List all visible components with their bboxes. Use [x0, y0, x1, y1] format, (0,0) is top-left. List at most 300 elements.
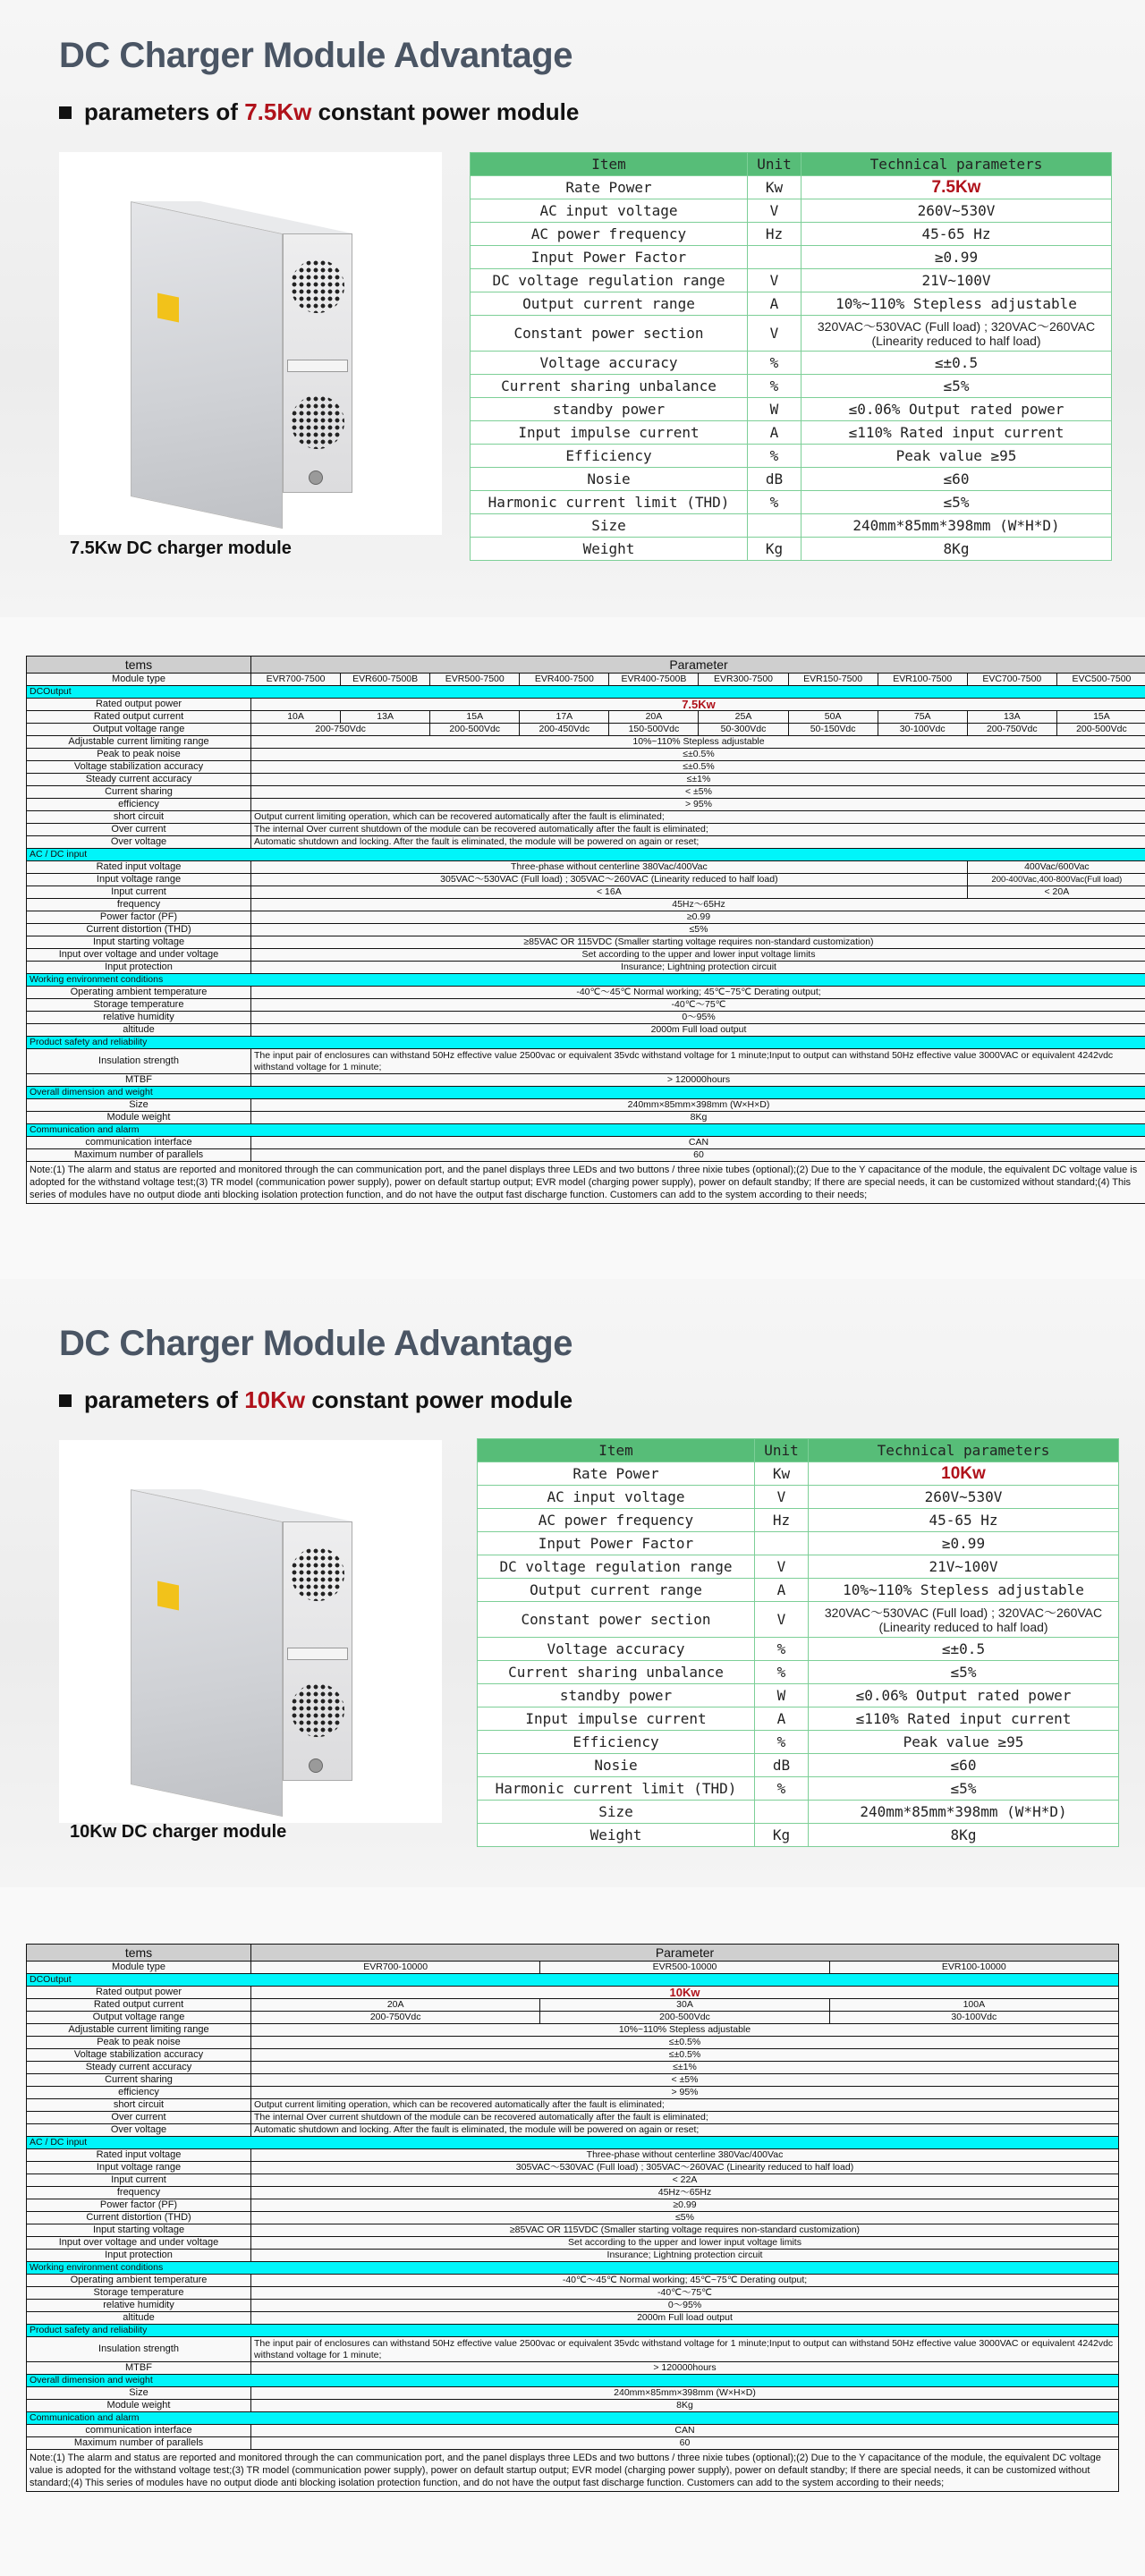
table-row — [27, 2174, 1119, 2187]
item-cell: Efficiency — [478, 1731, 755, 1754]
row-label: Input over voltage and under voltage — [27, 949, 251, 962]
row-label: Rated output current — [27, 711, 251, 724]
row-label: Input protection — [27, 962, 251, 974]
table-row — [471, 445, 1112, 468]
row-label: efficiency — [27, 799, 251, 811]
subtitle-suffix: constant power module — [311, 98, 580, 125]
row-label: Operating ambient temperature — [27, 987, 251, 999]
item-cell: Constant power section — [471, 316, 748, 352]
value-cell: The internal Over current shutdown of the module can be recovered automatically after the fault is eliminated; — [251, 824, 1145, 836]
value-cell: 240mm*85mm*398mm (W*H*D) — [802, 514, 1112, 538]
item-cell: standby power — [478, 1684, 755, 1707]
unit-cell: Kg — [755, 1824, 809, 1847]
table-row — [27, 2224, 1119, 2237]
table-row — [471, 421, 1112, 445]
item-cell: Current sharing unbalance — [471, 375, 748, 398]
row-label: MTBF — [27, 2362, 251, 2375]
item-cell: Rate Power — [478, 1462, 755, 1486]
value-cell: 0～95% — [251, 2300, 1119, 2312]
unit-cell: Hz — [748, 223, 802, 246]
parameter-sheet-7-5kw — [0, 617, 1145, 1279]
value-cell: 10%~110% Stepless adjustable — [802, 292, 1112, 316]
value-cell: 75A — [878, 711, 967, 724]
row-label: short circuit — [27, 811, 251, 824]
value-cell: < 20A — [967, 886, 1145, 899]
row-label: Steady current accuracy — [27, 774, 251, 786]
table-row — [27, 2149, 1119, 2162]
table-row — [478, 1532, 1119, 1555]
table-row — [27, 2187, 1119, 2199]
item-cell: DC voltage regulation range — [478, 1555, 755, 1579]
table-row — [27, 1137, 1145, 1149]
table-row — [478, 1509, 1119, 1532]
module-type-cell: EVR400-7500B — [609, 674, 699, 686]
row-label: Size — [27, 1099, 251, 1112]
value-cell: Insurance; Lightning protection circuit — [251, 962, 1145, 974]
value-cell: 25A — [699, 711, 788, 724]
unit-cell: Kg — [748, 538, 802, 561]
module-type-row — [27, 1962, 1119, 1974]
section-label: Product safety and reliability — [27, 1037, 1145, 1049]
section-subtitle — [59, 1386, 572, 1414]
table-row — [27, 2287, 1119, 2300]
photo-caption: 10Kw DC charger module — [70, 1822, 287, 1842]
value-cell: ≤±0.5% — [251, 749, 1145, 761]
table-row — [27, 2062, 1119, 2074]
module-type-cell: EVR100-10000 — [829, 1962, 1118, 1974]
value-cell: 200-500Vdc — [1056, 724, 1145, 736]
value-cell: ≥0.99 — [802, 246, 1112, 269]
table-row — [27, 886, 1145, 899]
value-cell: -40℃～75℃ — [251, 2287, 1119, 2300]
section-row-safety — [27, 2325, 1119, 2337]
table-row — [471, 292, 1112, 316]
value-cell: Insurance; Lightning protection circuit — [251, 2250, 1119, 2262]
module-type-cell: EVR500-10000 — [540, 1962, 829, 1974]
section-10kw-overview — [0, 1279, 1145, 1887]
col-header-item: Item — [471, 153, 748, 176]
value-cell: 200-500Vdc — [540, 2012, 829, 2024]
value-cell: ≤5% — [251, 2212, 1119, 2224]
value-cell: 320VAC～530VAC (Full load) ; 320VAC～260VAC (Linearity reduced to half load) — [802, 316, 1112, 352]
row-label: Rated input voltage — [27, 861, 251, 874]
value-cell: Automatic shutdown and locking. After the fault is eliminated, the module will be powered on again or reset; — [251, 2124, 1119, 2137]
value-cell: ≤±1% — [251, 2062, 1119, 2074]
table-row — [478, 1824, 1119, 1847]
item-cell: Weight — [471, 538, 748, 561]
section-row-communication — [27, 1124, 1145, 1137]
table-row — [471, 176, 1112, 199]
row-label: Module weight — [27, 1112, 251, 1124]
table-row — [471, 514, 1112, 538]
table-row — [27, 1999, 1119, 2012]
table-row — [27, 2012, 1119, 2024]
item-cell: Voltage accuracy — [471, 352, 748, 375]
value-cell: 200-500Vdc — [430, 724, 520, 736]
value-cell: ≥0.99 — [251, 2199, 1119, 2212]
value-cell: The internal Over current shutdown of the module can be recovered automatically after the fault is eliminated; — [251, 2112, 1119, 2124]
table-row — [27, 1074, 1145, 1087]
table-row — [27, 1012, 1145, 1024]
value-cell: Automatic shutdown and locking. After the fault is eliminated, the module will be powered on again or reset; — [251, 836, 1145, 849]
section-label: DCOutput — [27, 1974, 1119, 1987]
row-label: Input over voltage and under voltage — [27, 2237, 251, 2250]
unit-cell: A — [755, 1707, 809, 1731]
row-label: Output voltage range — [27, 2012, 251, 2024]
value-cell: ≤±0.5% — [251, 761, 1145, 774]
table-row — [27, 2237, 1119, 2250]
unit-cell: W — [755, 1684, 809, 1707]
value-cell: ≥85VAC OR 115VDC (Smaller starting voltage requires non-standard customization) — [251, 2224, 1119, 2237]
parameter-table — [26, 1944, 1119, 2492]
value-cell: 200-750Vdc — [967, 724, 1056, 736]
fan-grille-icon — [291, 395, 344, 449]
section-label: Working environment conditions — [27, 2262, 1119, 2275]
value-cell: -40℃～75℃ — [251, 999, 1145, 1012]
value-cell: ≤110% Rated input current — [802, 421, 1112, 445]
value-cell: 15A — [430, 711, 520, 724]
value-cell: 2000m Full load output — [251, 1024, 1145, 1037]
col-header-unit: Unit — [755, 1439, 809, 1462]
table-row — [471, 269, 1112, 292]
unit-cell: V — [748, 199, 802, 223]
value-cell: > 120000hours — [251, 1074, 1145, 1087]
unit-cell: % — [748, 375, 802, 398]
table-row — [471, 223, 1112, 246]
fan-grille-icon — [291, 259, 344, 313]
module-type-cell: EVR150-7500 — [788, 674, 878, 686]
subtitle-prefix: parameters of — [84, 98, 245, 125]
row-label: Power factor (PF) — [27, 911, 251, 924]
table-row — [471, 352, 1112, 375]
value-cell: -40℃～45℃ Normal working; 45℃~75℃ Derating output; — [251, 2275, 1119, 2287]
fan-grille-icon — [291, 1547, 344, 1601]
value-cell: ≤5% — [809, 1777, 1119, 1801]
warning-sticker-icon — [157, 1580, 179, 1610]
table-row — [27, 2199, 1119, 2212]
value-cell: 320VAC～530VAC (Full load) ; 320VAC～260VAC (Linearity reduced to half load) — [809, 1602, 1119, 1638]
value-cell: 305VAC～530VAC (Full load) ; 305VAC～260VAC (Linearity reduced to half load) — [251, 2162, 1119, 2174]
spec-table — [470, 152, 1112, 561]
section-label: AC / DC input — [27, 849, 1145, 861]
row-label: Output voltage range — [27, 724, 251, 736]
table-row — [27, 2300, 1119, 2312]
value-cell: Three-phase without centerline 380Vac/400Vac — [251, 861, 968, 874]
row-label: Adjustable current limiting range — [27, 736, 251, 749]
table-row — [27, 2337, 1119, 2362]
unit-cell — [748, 514, 802, 538]
row-label: Power factor (PF) — [27, 2199, 251, 2212]
unit-cell: % — [748, 445, 802, 468]
table-row — [27, 749, 1145, 761]
section-label: Overall dimension and weight — [27, 2375, 1119, 2387]
table-row — [27, 911, 1145, 924]
unit-cell: V — [748, 316, 802, 352]
value-cell: 60 — [251, 2437, 1119, 2450]
value-cell: ≤±0.5 — [802, 352, 1112, 375]
row-label: Rated output power — [27, 699, 251, 711]
module-type-cell: EVR400-7500 — [520, 674, 609, 686]
param-header-row — [27, 657, 1145, 674]
module-type-cell: EVC700-7500 — [967, 674, 1056, 686]
table-row — [27, 799, 1145, 811]
value-cell: 200-450Vdc — [520, 724, 609, 736]
row-label: frequency — [27, 2187, 251, 2199]
unit-cell — [748, 246, 802, 269]
table-row — [27, 1099, 1145, 1112]
spec-table — [477, 1438, 1119, 1847]
item-cell: Harmonic current limit (THD) — [478, 1777, 755, 1801]
section-7-5kw-overview — [0, 0, 1145, 617]
table-row — [27, 2437, 1119, 2450]
section-label: DCOutput — [27, 686, 1145, 699]
section-row-ac-dc-input — [27, 849, 1145, 861]
unit-cell: A — [748, 421, 802, 445]
value-cell: > 95% — [251, 799, 1145, 811]
lock-knob-icon — [309, 1758, 323, 1773]
item-cell: AC power frequency — [471, 223, 748, 246]
module-type-cell: EVC500-7500 — [1056, 674, 1145, 686]
value-cell: ≤±1% — [251, 774, 1145, 786]
table-row — [478, 1602, 1119, 1638]
value-cell: 50-150Vdc — [788, 724, 878, 736]
col-header-technical-parameters: Technical parameters — [802, 153, 1112, 176]
item-cell: AC power frequency — [478, 1509, 755, 1532]
unit-cell: dB — [755, 1754, 809, 1777]
footnote: Note:(1) The alarm and status are reported and monitored through the can communication port, and the panel displays three LEDs and two buttons / three nixie tubes (optional);(2) Due to the Y capacitance of the module, the equivalent DC voltage value is adopted for the withstand voltage test;(3) TR model (communication power supply), power on default startup output; EVR model (charging power supply), power on default standby; If there are special needs, it can be customized without standard;(4) This series of modules have no output diode anti blocking isolation protection function, and do not have the output fast discharge function. Customers can add to the system according to their needs; — [27, 2450, 1119, 2492]
item-cell: AC input voltage — [478, 1486, 755, 1509]
subtitle-prefix: parameters of — [84, 1386, 245, 1413]
row-label: Current sharing — [27, 2074, 251, 2087]
value-cell: 200-750Vdc — [251, 2012, 540, 2024]
section-row-safety — [27, 1037, 1145, 1049]
value-cell: 13A — [967, 711, 1056, 724]
row-label: Input starting voltage — [27, 936, 251, 949]
item-cell: Input Power Factor — [478, 1532, 755, 1555]
table-row — [27, 936, 1145, 949]
row-label: communication interface — [27, 1137, 251, 1149]
module-type-row — [27, 674, 1145, 686]
warning-sticker-icon — [157, 292, 179, 322]
value-cell: < 16A — [251, 886, 968, 899]
section-label: Communication and alarm — [27, 1124, 1145, 1137]
value-cell: 45-65 Hz — [802, 223, 1112, 246]
row-label: Size — [27, 2387, 251, 2400]
table-row — [27, 699, 1145, 711]
value-cell: 260V~530V — [802, 199, 1112, 223]
table-row — [27, 1987, 1119, 1999]
param-header-row — [27, 1945, 1119, 1962]
item-cell: Input Power Factor — [471, 246, 748, 269]
item-cell: Rate Power — [471, 176, 748, 199]
table-row — [27, 1024, 1145, 1037]
module-type-cell: EVR300-7500 — [699, 674, 788, 686]
value-cell: 260V~530V — [809, 1486, 1119, 1509]
charger-module-image — [131, 1489, 372, 1784]
table-row — [27, 962, 1145, 974]
handle-icon — [287, 360, 348, 372]
value-cell: Set according to the upper and lower input voltage limits — [251, 2237, 1119, 2250]
table-row — [27, 2275, 1119, 2287]
note-row — [27, 1162, 1145, 1204]
square-bullet-icon — [59, 1394, 72, 1407]
row-label: Storage temperature — [27, 999, 251, 1012]
value-cell: ≥0.99 — [809, 1532, 1119, 1555]
row-label: Input current — [27, 886, 251, 899]
table-row — [478, 1754, 1119, 1777]
value-cell: ≤60 — [809, 1754, 1119, 1777]
unit-cell: Kw — [755, 1462, 809, 1486]
item-cell: DC voltage regulation range — [471, 269, 748, 292]
table-row — [27, 1049, 1145, 1074]
value-cell: < ±5% — [251, 786, 1145, 799]
value-cell: 8Kg — [251, 1112, 1145, 1124]
unit-cell: Kw — [748, 176, 802, 199]
table-row — [27, 2112, 1119, 2124]
value-cell: 17A — [520, 711, 609, 724]
row-label: Current sharing — [27, 786, 251, 799]
table-row — [27, 2312, 1119, 2325]
subtitle-suffix: constant power module — [305, 1386, 573, 1413]
item-cell: Size — [471, 514, 748, 538]
row-label: communication interface — [27, 2425, 251, 2437]
row-label: Rated input voltage — [27, 2149, 251, 2162]
row-label: Steady current accuracy — [27, 2062, 251, 2074]
unit-cell: V — [755, 1602, 809, 1638]
table-row — [471, 491, 1112, 514]
page-title: DC Charger Module Advantage — [59, 36, 572, 75]
table-row — [27, 2425, 1119, 2437]
value-cell: 150-500Vdc — [609, 724, 699, 736]
item-cell: AC input voltage — [471, 199, 748, 223]
value-cell: 30-100Vdc — [878, 724, 967, 736]
table-row — [27, 1149, 1145, 1162]
table-row — [27, 2212, 1119, 2224]
table-row — [478, 1801, 1119, 1824]
table-row — [471, 199, 1112, 223]
table-row — [27, 761, 1145, 774]
section-row-dimension — [27, 2375, 1119, 2387]
value-cell: 30-100Vdc — [829, 2012, 1118, 2024]
item-cell: Input impulse current — [471, 421, 748, 445]
value-cell: 50-300Vdc — [699, 724, 788, 736]
value-cell: ≤5% — [809, 1661, 1119, 1684]
value-cell: Peak value ≥95 — [809, 1731, 1119, 1754]
table-row — [27, 924, 1145, 936]
module-type-cell: EVR600-7500B — [341, 674, 430, 686]
value-cell: ≤±0.5% — [251, 2049, 1119, 2062]
table-row — [27, 2024, 1119, 2037]
row-label: Over voltage — [27, 2124, 251, 2137]
value-cell: 0～95% — [251, 1012, 1145, 1024]
value-cell: 21V~100V — [809, 1555, 1119, 1579]
rated-power-value: 10Kw — [251, 1987, 1119, 1999]
table-row — [27, 1112, 1145, 1124]
table-row — [478, 1555, 1119, 1579]
handle-icon — [287, 1648, 348, 1660]
unit-cell: V — [755, 1555, 809, 1579]
row-label: Current distortion (THD) — [27, 2212, 251, 2224]
table-row — [471, 468, 1112, 491]
rate-power-value: 10Kw — [809, 1462, 1119, 1486]
table-row — [27, 786, 1145, 799]
section-row-environment — [27, 2262, 1119, 2275]
parameter-sheet-10kw — [0, 1887, 1145, 2576]
table-row — [471, 375, 1112, 398]
table-row — [27, 2124, 1119, 2137]
table-row — [478, 1661, 1119, 1684]
table-row — [27, 724, 1145, 736]
value-cell: ≥0.99 — [251, 911, 1145, 924]
row-label: Insulation strength — [27, 2337, 251, 2362]
value-cell: 45-65 Hz — [809, 1509, 1119, 1532]
table-row — [27, 2362, 1119, 2375]
value-cell: 30A — [540, 1999, 829, 2012]
page-title: DC Charger Module Advantage — [59, 1324, 572, 1363]
unit-cell — [755, 1532, 809, 1555]
row-label: altitude — [27, 2312, 251, 2325]
row-label: Voltage stabilization accuracy — [27, 2049, 251, 2062]
value-cell: ≤5% — [251, 924, 1145, 936]
row-label: Module type — [27, 674, 251, 686]
value-cell: Output current limiting operation, which can be recovered automatically after the fault is eliminated; — [251, 811, 1145, 824]
parameter-table — [26, 656, 1145, 1204]
value-cell: ≤5% — [802, 375, 1112, 398]
table-row — [478, 1486, 1119, 1509]
value-cell: -40℃～45℃ Normal working; 45℃~75℃ Derating output; — [251, 987, 1145, 999]
value-cell: CAN — [251, 2425, 1119, 2437]
section-label: Working environment conditions — [27, 974, 1145, 987]
table-row — [27, 2250, 1119, 2262]
rate-power-value: 7.5Kw — [802, 176, 1112, 199]
table-row — [471, 316, 1112, 352]
value-cell: 240mm*85mm*398mm (W*H*D) — [809, 1801, 1119, 1824]
row-label: Current distortion (THD) — [27, 924, 251, 936]
table-row — [27, 824, 1145, 836]
row-label: altitude — [27, 1024, 251, 1037]
section-label: Overall dimension and weight — [27, 1087, 1145, 1099]
value-cell: 10%~110% Stepless adjustable — [251, 736, 1145, 749]
photo-caption: 7.5Kw DC charger module — [70, 538, 292, 558]
row-label: Over current — [27, 2112, 251, 2124]
module-type-cell: EVR700-7500 — [251, 674, 341, 686]
value-cell: Output current limiting operation, which can be recovered automatically after the fault is eliminated; — [251, 2099, 1119, 2112]
value-cell: 20A — [251, 1999, 540, 2012]
item-cell: standby power — [471, 398, 748, 421]
row-label: Peak to peak noise — [27, 749, 251, 761]
row-label: Rated output power — [27, 1987, 251, 1999]
module-type-cell: EVR100-7500 — [878, 674, 967, 686]
table-row — [27, 836, 1145, 849]
unit-cell: A — [748, 292, 802, 316]
table-row — [471, 538, 1112, 561]
product-photo — [59, 1440, 442, 1823]
value-cell: 15A — [1056, 711, 1145, 724]
row-label: Voltage stabilization accuracy — [27, 761, 251, 774]
unit-cell: Hz — [755, 1509, 809, 1532]
table-row — [27, 2037, 1119, 2049]
table-row — [27, 899, 1145, 911]
table-row — [478, 1707, 1119, 1731]
table-row — [27, 874, 1145, 886]
unit-cell: V — [748, 269, 802, 292]
item-cell: Voltage accuracy — [478, 1638, 755, 1661]
module-type-cell: EVR500-7500 — [430, 674, 520, 686]
col-header-item: Item — [478, 1439, 755, 1462]
unit-cell: % — [755, 1638, 809, 1661]
value-cell: 8Kg — [809, 1824, 1119, 1847]
value-cell: 20A — [609, 711, 699, 724]
